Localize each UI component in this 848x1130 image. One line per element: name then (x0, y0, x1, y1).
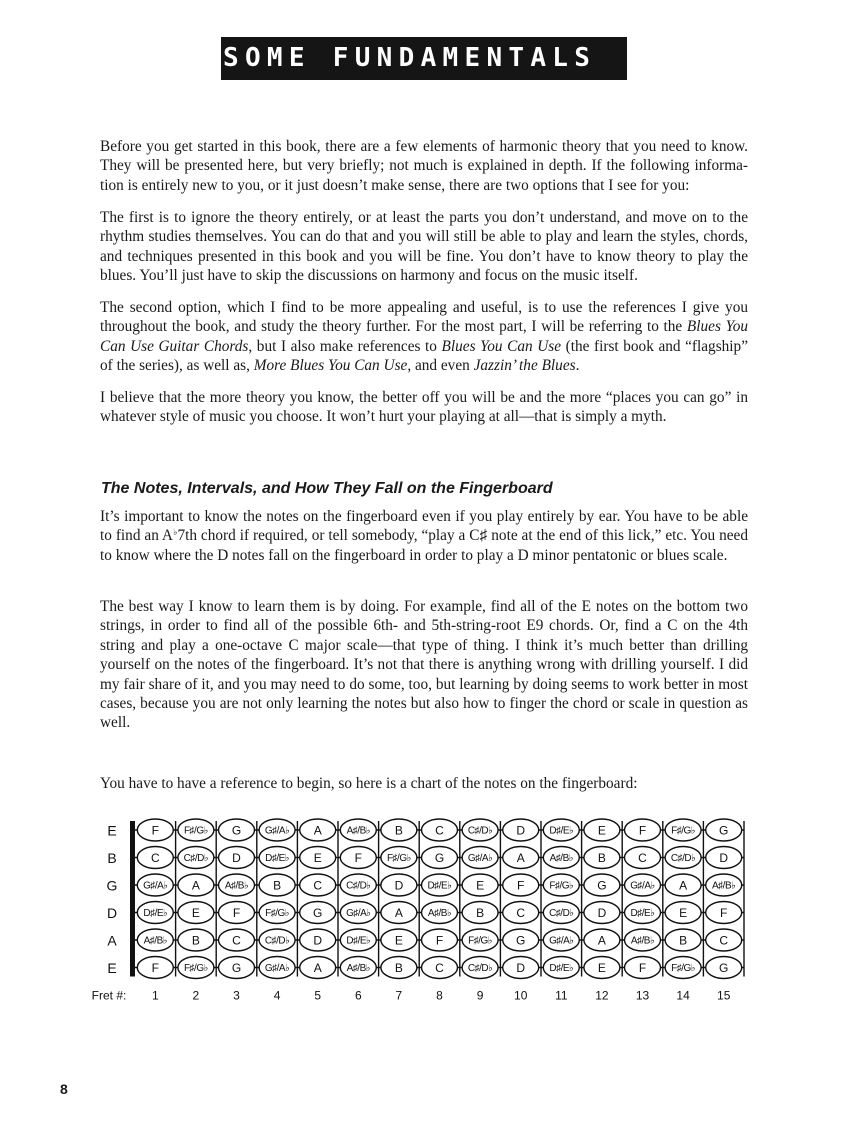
fret-number: 12 (595, 988, 609, 1003)
note-label: B (597, 851, 606, 865)
fret-number: 13 (635, 988, 650, 1003)
note-label: G (597, 878, 607, 893)
note-label: C♯/D♭ (183, 853, 209, 864)
note-label: F (720, 906, 728, 920)
note-label: D (719, 851, 729, 865)
note-label: C♯/D♭ (549, 908, 574, 919)
note-label: B (394, 961, 403, 975)
string-label: A (107, 932, 117, 949)
note-label: A♯/B♭ (143, 935, 167, 947)
note-label: E (597, 823, 606, 838)
note-label: F♯/G♭ (183, 963, 208, 974)
section-paragraph-2: The best way I know to learn them is by doing. For example, find all of the E notes on the bottom two strings, in order to find all of the possible 6th- and 5th-string-root E9 chords. Or, find a C on the 4th string and play a one-octave C major scale—that type of thing. I think it’s much better than drilling yourself on the notes of the fingerboard. It’s not that there is anything wrong with drilling yourself. I did my fair share of it, and you may need to do some, too, but learning by doing seems to work better in most cases, because you are not only learning the notes but also how to finger the chord or scale in question as well. (100, 598, 748, 732)
note-label: F♯/G♭ (183, 825, 208, 837)
intro-paragraph-2: The first is to ignore the theory entirely, or at least the parts you don’t understand, and move on to the rhythm studies themselves. You can do that and you will still be able to play and learn the styles, chords, and techniques presented in this book and you will be fine. You don’t have to know theory to play the blues. You’ll just have to skip the discussions on harmony and focus on the music itself. (100, 209, 748, 285)
note-label: G♯/A♭ (264, 963, 290, 974)
text-run: 7th chord if required, or tell somebody, “play a C♯ note at the end of this lick,” etc. You need to know where the D notes fall on the fingerboard in order to play a D minor pentatonic or blues scale. (100, 527, 748, 564)
text-run: The second option, which I find to be more appealing and useful, is to use the references I give you throughout the book, and study the theory further. For the most part, I will be referring to the (100, 299, 748, 336)
string-label: E (107, 960, 117, 976)
note-label: A♯/B♭ (346, 825, 370, 837)
note-label: D (313, 933, 323, 948)
note-label: E (476, 878, 485, 893)
note-label: F (151, 823, 159, 838)
fret-number: 8 (436, 988, 443, 1003)
note-label: A (597, 933, 606, 948)
note-label: F♯/G♭ (265, 908, 290, 919)
section-heading: The Notes, Intervals, and How They Fall on the Fingerboard (101, 480, 553, 497)
note-label: F (232, 906, 241, 920)
fret-number: 3 (233, 988, 240, 1003)
text-run: It’s important to know the notes on the fingerboard even if you play entirely by ear. You have to be able to find an A (100, 508, 748, 545)
fret-number: 4 (273, 988, 281, 1003)
intro-paragraph-4: I believe that the more theory you know, the better off you will be and the more “places you can go” in whatever style of music you choose. It won’t hurt your playing at all—that is simply a myth. (100, 389, 748, 426)
chapter-title-banner (221, 37, 627, 80)
note-label: D♯/E♭ (549, 963, 574, 974)
note-label: B (476, 906, 485, 920)
book-title: Jazzin’ the Blues (473, 357, 576, 375)
book-title: More Blues You Can Use (253, 357, 408, 375)
note-label: C (435, 961, 444, 975)
note-label: F (638, 961, 647, 975)
note-label: F (151, 961, 159, 975)
note-label: E (394, 933, 403, 948)
note-label: A♯/B♭ (346, 963, 370, 974)
intro-paragraph-1: Before you get started in this book, there are a few elements of harmonic theory that you need to know. They will be presented here, but very briefly; not much is explained in depth. If the following information is entirely new to you, or it just doesn’t make sense, there are two options that I see for you: (100, 138, 748, 194)
note-label: G (313, 906, 323, 920)
note-label: G (516, 933, 526, 948)
text-run: , but I also make references to (248, 337, 442, 355)
fret-number: 11 (555, 988, 568, 1003)
note-label: F (517, 878, 525, 893)
fretboard-chart (91, 818, 750, 1010)
note-label: C♯/D♭ (264, 935, 290, 947)
intro-paragraph-3 (100, 298, 748, 376)
book-title: Blues You Can Use (441, 337, 562, 355)
section-paragraph-1 (100, 507, 748, 565)
note-label: C♯/D♭ (467, 825, 493, 837)
note-label: G (434, 851, 445, 865)
note-label: D (597, 906, 607, 920)
note-label: G♯/A♭ (264, 825, 290, 837)
fret-number: 14 (676, 988, 690, 1003)
page-number: 8 (60, 1081, 68, 1097)
fret-number: 15 (717, 988, 731, 1003)
note-label: D (394, 878, 404, 893)
fret-number: 1 (151, 988, 159, 1003)
fret-number: 10 (514, 988, 528, 1003)
note-label: G (719, 961, 729, 975)
note-label: G (231, 961, 242, 975)
note-label: D (516, 961, 526, 975)
text-run: (the first book and “flagship” of the series), as well as, (100, 337, 748, 375)
note-label: E (597, 961, 606, 975)
string-label: D (106, 905, 118, 921)
note-label: D♯/E♭ (346, 935, 371, 947)
note-label: B (273, 878, 282, 893)
note-label: A♯/B♭ (712, 880, 736, 892)
note-label: G (719, 823, 729, 838)
note-label: E (191, 906, 200, 920)
text-run: . (575, 357, 580, 375)
note-label: E (313, 851, 322, 865)
fret-number: 7 (395, 988, 403, 1003)
note-label: G♯/A♭ (549, 935, 574, 947)
note-label: A (394, 906, 403, 920)
note-label: C♯/D♭ (670, 853, 696, 864)
note-label: D♯/E♭ (549, 825, 574, 837)
note-label: A♯/B♭ (630, 935, 655, 947)
note-label: D♯/E♭ (630, 908, 655, 919)
chapter-title: SOME FUNDAMENTALS (223, 43, 597, 73)
string-label: E (107, 822, 117, 839)
fret-number: 5 (314, 988, 322, 1003)
note-label: C (638, 851, 647, 865)
note-label: B (191, 933, 200, 948)
note-label: D♯/E♭ (427, 880, 452, 892)
note-label: D (232, 851, 241, 865)
note-label: A (313, 823, 322, 838)
note-label: A (191, 878, 200, 893)
fret-number: 6 (354, 988, 362, 1003)
note-label: F♯/G♭ (671, 825, 696, 837)
note-label: C♯/D♭ (346, 880, 371, 892)
nut (130, 821, 135, 977)
note-label: D♯/E♭ (143, 908, 168, 919)
note-label: F♯/G♭ (386, 853, 411, 864)
fret-number: 9 (476, 988, 484, 1003)
note-label: A♯/B♭ (549, 853, 573, 864)
note-label: A (313, 961, 322, 975)
note-label: B (679, 933, 688, 948)
note-label: G♯/A♭ (346, 908, 371, 919)
note-label: F (354, 851, 362, 865)
note-label: A♯/B♭ (224, 880, 249, 892)
note-label: E (679, 906, 688, 920)
note-label: C (232, 933, 241, 948)
note-label: A (516, 851, 525, 865)
string-label: B (107, 850, 117, 866)
note-label: G♯/A♭ (143, 880, 168, 892)
text-run: , and even (407, 357, 474, 375)
section-paragraph-3: You have to have a reference to begin, so here is a chart of the notes on the fingerboard: (100, 775, 638, 792)
note-label: C♯/D♭ (467, 963, 493, 974)
book-title: Blues You Can Use Guitar Chords (100, 318, 748, 355)
note-label: F♯/G♭ (468, 935, 493, 947)
note-label: C (719, 933, 729, 948)
note-label: C (516, 906, 526, 920)
string-label: G (106, 877, 118, 894)
note-label: F♯/G♭ (549, 880, 574, 892)
note-label: A (679, 878, 688, 893)
note-label: C (313, 878, 323, 893)
note-label: G♯/A♭ (467, 853, 493, 864)
note-label: G♯/A♭ (630, 880, 655, 892)
note-label: F (435, 933, 444, 948)
note-label: C (150, 851, 160, 865)
note-label: D (516, 823, 526, 838)
flat-symbol: ♭ (172, 527, 178, 538)
note-label: F♯/G♭ (671, 963, 696, 974)
note-label: G (231, 823, 242, 838)
fret-number-label: Fret #: (91, 988, 127, 1003)
note-label: B (394, 823, 403, 838)
note-label: C (435, 823, 444, 838)
note-label: D♯/E♭ (265, 853, 290, 864)
note-label: A♯/B♭ (427, 908, 452, 919)
note-label: F (638, 823, 647, 838)
fret-number: 2 (192, 988, 200, 1003)
